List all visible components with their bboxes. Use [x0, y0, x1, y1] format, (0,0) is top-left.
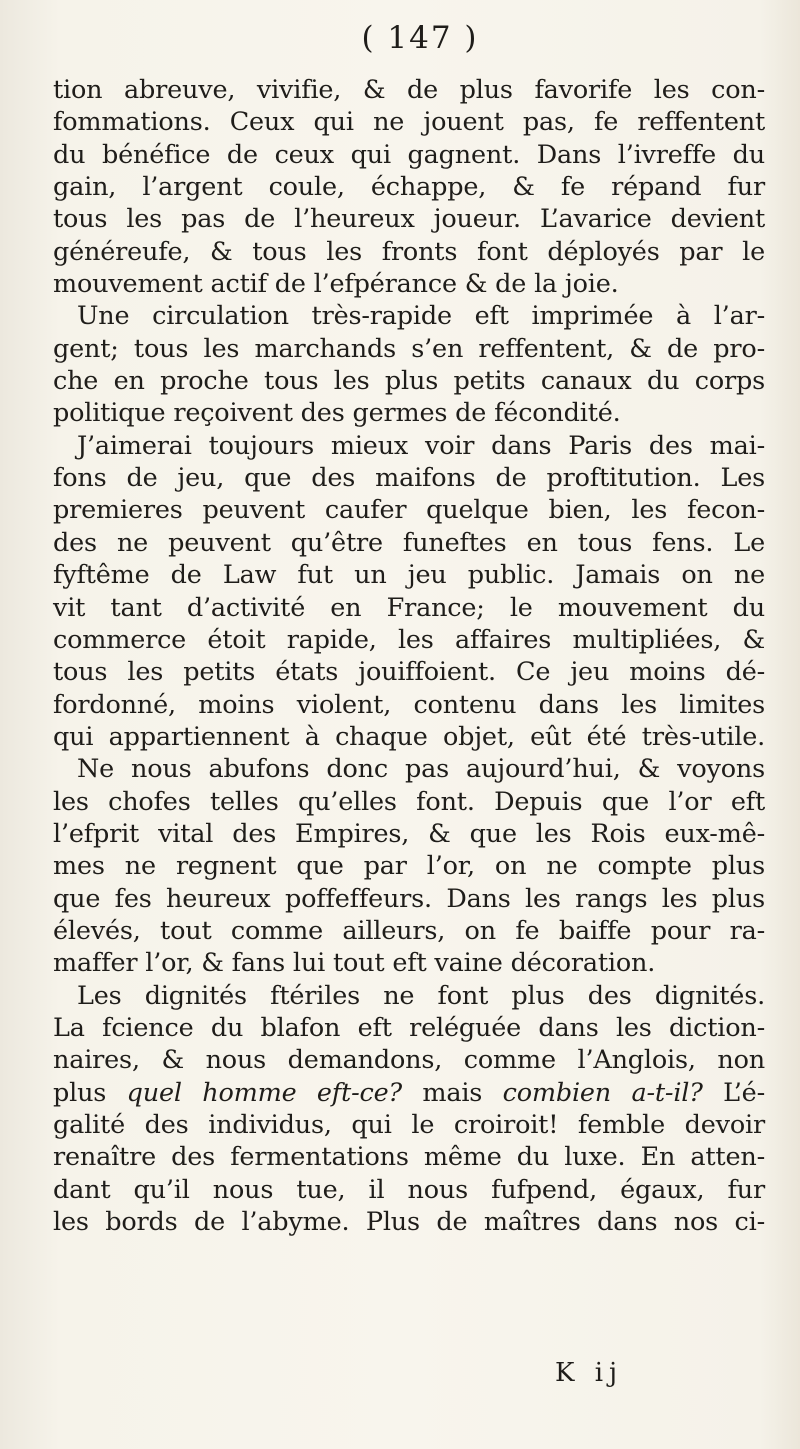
text-fragment: L’é- — [702, 1077, 765, 1108]
text-line: qui appartiennent à chaque objet, eût été très-utile. — [53, 721, 765, 752]
text-line: les bords de l’abyme. Plus de maîtres dans nos ci- — [53, 1207, 765, 1238]
text-line: généreufe, & tous les fronts font déployés par le — [53, 236, 765, 267]
text-line-with-italics — [53, 1077, 765, 1109]
italic-phrase: quel homme eft-ce? — [126, 1077, 402, 1108]
text-line: Les dignités ftériles ne font plus des dignités. — [77, 980, 765, 1011]
text-line: La fcience du blafon eft reléguée dans les diction- — [53, 1012, 765, 1043]
text-line: J’aimerai toujours mieux voir dans Paris des mai- — [77, 430, 765, 461]
text-line: tous les petits états jouiffoient. Ce jeu moins dé- — [53, 657, 765, 688]
text-line: fordonné, moins violent, contenu dans les limites — [53, 689, 765, 720]
text-line: du bénéfice de ceux qui gagnent. Dans l’ivreffe du — [53, 139, 765, 170]
text-line: galité des individus, qui le croiroit! femble devoir — [53, 1110, 765, 1140]
text-line: élevés, tout comme ailleurs, on fe baiffe pour ra- — [53, 915, 765, 946]
body-text — [53, 74, 765, 1238]
text-line: que fes heureux poffeffeurs. Dans les rangs les plus — [53, 883, 765, 914]
text-line: l’efprit vital des Empires, & que les Rois eux-mê- — [53, 818, 765, 849]
text-line: politique reçoivent des germes de fécondité. — [53, 398, 621, 429]
text-line: mouvement actif de l’efpérance & de la joie. — [53, 269, 619, 300]
italic-phrase: combien a-t-il? — [502, 1077, 703, 1108]
text-line: fommations. Ceux qui ne jouent pas, fe reffentent — [53, 107, 765, 138]
text-line: fyftême de Law fut un jeu public. Jamais on ne — [53, 560, 765, 591]
text-line: des ne peuvent qu’être funeftes en tous fens. Le — [53, 527, 765, 558]
text-fragment: mais — [401, 1077, 503, 1108]
text-line: renaître des fermentations même du luxe. En atten- — [53, 1142, 765, 1173]
text-line: dant qu’il nous tue, il nous fufpend, égaux, fur — [53, 1174, 765, 1205]
text-line: mes ne regnent que par l’or, on ne compte plus — [53, 851, 765, 882]
text-fragment: plus — [53, 1077, 127, 1108]
text-line: tous les pas de l’heureux joueur. L’avarice devient — [53, 204, 765, 235]
text-line: Ne nous abufons donc pas aujourd’hui, & voyons — [77, 754, 765, 785]
text-line: premieres peuvent caufer quelque bien, les fecon- — [53, 495, 765, 526]
page-number: ( 147 ) — [361, 20, 479, 56]
text-line: maffer l’or, & fans lui tout eft vaine décoration. — [53, 948, 656, 979]
text-line: gain, l’argent coule, échappe, & fe répand fur — [53, 172, 765, 203]
text-line: fons de jeu, que des maifons de proftitution. Les — [53, 463, 765, 494]
text-line: les chofes telles qu’elles font. Depuis que l’or eft — [53, 786, 765, 817]
signature-mark: K ij — [555, 1358, 624, 1388]
text-line: vit tant d’activité en France; le mouvement du — [53, 592, 765, 623]
text-line: Une circulation très-rapide eft imprimée à l’ar- — [77, 301, 765, 332]
text-line: commerce étoit rapide, les affaires multipliées, & — [53, 624, 765, 655]
text-line: naires, & nous demandons, comme l’Anglois, non — [53, 1045, 765, 1076]
text-line: che en proche tous les plus petits canaux du corps — [53, 366, 765, 397]
text-line: gent; tous les marchands s’en reffentent, & de pro- — [53, 333, 765, 364]
text-line: tion abreuve, vivifie, & de plus favorife les con- — [53, 75, 765, 105]
